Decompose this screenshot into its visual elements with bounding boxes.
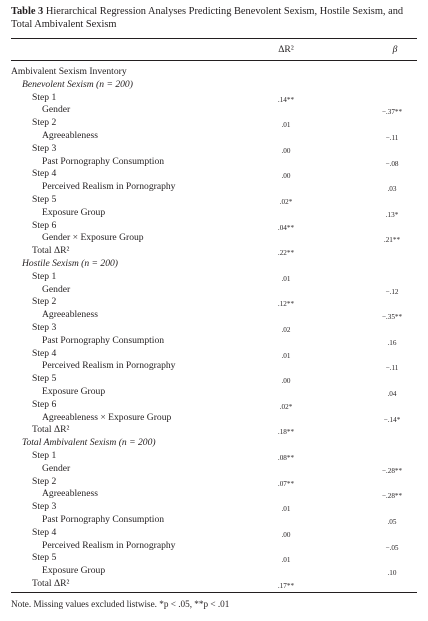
- row-label: Step 6: [32, 398, 57, 410]
- delta-r2-value: .07**: [277, 479, 295, 488]
- row-label: Exposure Group: [42, 206, 106, 218]
- subsection-label: Hostile Sexism (n = 200): [22, 258, 118, 269]
- beta-value: −.05: [385, 543, 399, 552]
- delta-r2-value: .01: [281, 556, 291, 565]
- delta-r2-value: .17**: [277, 582, 295, 590]
- row-label: Step 5: [32, 552, 57, 564]
- delta-r2-value: .00: [281, 377, 291, 386]
- row-label: Past Pornography Consumption: [42, 514, 165, 525]
- delta-r2-value: .22**: [277, 249, 295, 258]
- column-header-beta: β: [392, 44, 398, 55]
- beta-value: −.28**: [381, 466, 403, 475]
- subsection-label: Benevolent Sexism (n = 200): [22, 78, 133, 90]
- row-label: Step 2: [32, 117, 57, 129]
- row-label: Gender × Exposure Group: [42, 232, 144, 244]
- beta-value: .10: [387, 569, 397, 578]
- table-title: Hierarchical Regression Analyses Predicting Benevolent Sexism, Hostile Sexism, and Total Ambivalent Sexism: [11, 6, 404, 31]
- delta-r2-value: .04**: [277, 223, 295, 232]
- beta-value: .05: [387, 518, 397, 526]
- header-rule: [11, 60, 417, 61]
- section-label: Ambivalent Sexism Inventory: [11, 66, 127, 77]
- delta-r2-value: .00: [281, 172, 291, 181]
- row-label: Total ΔR²: [32, 245, 70, 257]
- beta-value: .16: [387, 338, 397, 347]
- row-label: Step 3: [32, 322, 57, 333]
- row-label: Exposure Group: [42, 386, 106, 397]
- column-header-delta-r2: ΔR²: [278, 44, 294, 55]
- subsection-label: Total Ambivalent Sexism (n = 200): [22, 437, 156, 449]
- row-label: Total ΔR²: [32, 424, 70, 436]
- row-label: Past Pornography Consumption: [42, 155, 165, 167]
- delta-r2-value: .00: [281, 146, 291, 155]
- row-label: Gender: [42, 283, 71, 295]
- row-label: Step 4: [32, 526, 57, 538]
- table-note: Note. Missing values excluded listwise. *p < .05, **p < .01: [11, 599, 230, 609]
- beta-value: −.08: [385, 159, 399, 168]
- row-label: Step 2: [32, 296, 57, 308]
- row-label: Step 1: [32, 450, 57, 461]
- row-label: Agreeableness: [42, 309, 98, 321]
- beta-value: .03: [387, 185, 397, 194]
- beta-value: .04: [387, 390, 397, 398]
- beta-value: −.35**: [381, 313, 403, 322]
- beta-value: −.11: [385, 364, 399, 373]
- delta-r2-value: .02: [281, 326, 291, 334]
- top-rule: [11, 38, 417, 39]
- row-label: Step 1: [32, 91, 57, 103]
- row-label: Total ΔR²: [32, 578, 70, 589]
- delta-r2-value: .12**: [277, 300, 295, 309]
- row-label: Agreeableness × Exposure Group: [42, 411, 172, 423]
- row-label: Gender: [42, 104, 71, 116]
- beta-value: −.12: [385, 287, 399, 296]
- delta-r2-value: .08**: [277, 454, 295, 462]
- delta-r2-value: .02*: [279, 198, 293, 206]
- beta-value: −.14*: [383, 415, 401, 424]
- delta-r2-value: .02*: [279, 402, 293, 411]
- row-label: Step 2: [32, 475, 57, 487]
- row-label: Perceived Realism in Pornography: [42, 360, 176, 372]
- delta-r2-value: .01: [281, 121, 291, 130]
- delta-r2-value: .01: [281, 351, 291, 360]
- row-label: Exposure Group: [42, 565, 106, 577]
- row-label: Agreeableness: [42, 488, 98, 500]
- row-label: Step 4: [32, 168, 57, 180]
- delta-r2-value: .01: [281, 274, 291, 283]
- row-label: Gender: [42, 462, 71, 474]
- table-label: Table 3: [11, 6, 44, 17]
- bottom-rule: [11, 592, 417, 593]
- row-label: Step 5: [32, 194, 57, 205]
- delta-r2-value: .00: [281, 530, 291, 539]
- row-label: Step 6: [32, 219, 57, 231]
- row-label: Step 1: [32, 270, 57, 282]
- beta-value: −.37**: [381, 108, 403, 117]
- beta-value: −.28**: [381, 492, 403, 501]
- row-label: Step 3: [32, 142, 57, 154]
- beta-value: −.11: [385, 134, 399, 142]
- row-label: Step 4: [32, 347, 57, 359]
- beta-value: .21**: [383, 236, 401, 245]
- row-label: Step 5: [32, 373, 57, 385]
- row-label: Perceived Realism in Pornography: [42, 539, 176, 551]
- row-label: Agreeableness: [42, 130, 98, 141]
- beta-value: .13*: [385, 210, 399, 219]
- delta-r2-value: .01: [281, 505, 291, 514]
- row-label: Past Pornography Consumption: [42, 334, 165, 346]
- row-label: Perceived Realism in Pornography: [42, 181, 176, 193]
- table-caption: [11, 5, 417, 31]
- delta-r2-value: .18**: [277, 428, 295, 437]
- delta-r2-value: .14**: [277, 95, 295, 104]
- row-label: Step 3: [32, 501, 57, 513]
